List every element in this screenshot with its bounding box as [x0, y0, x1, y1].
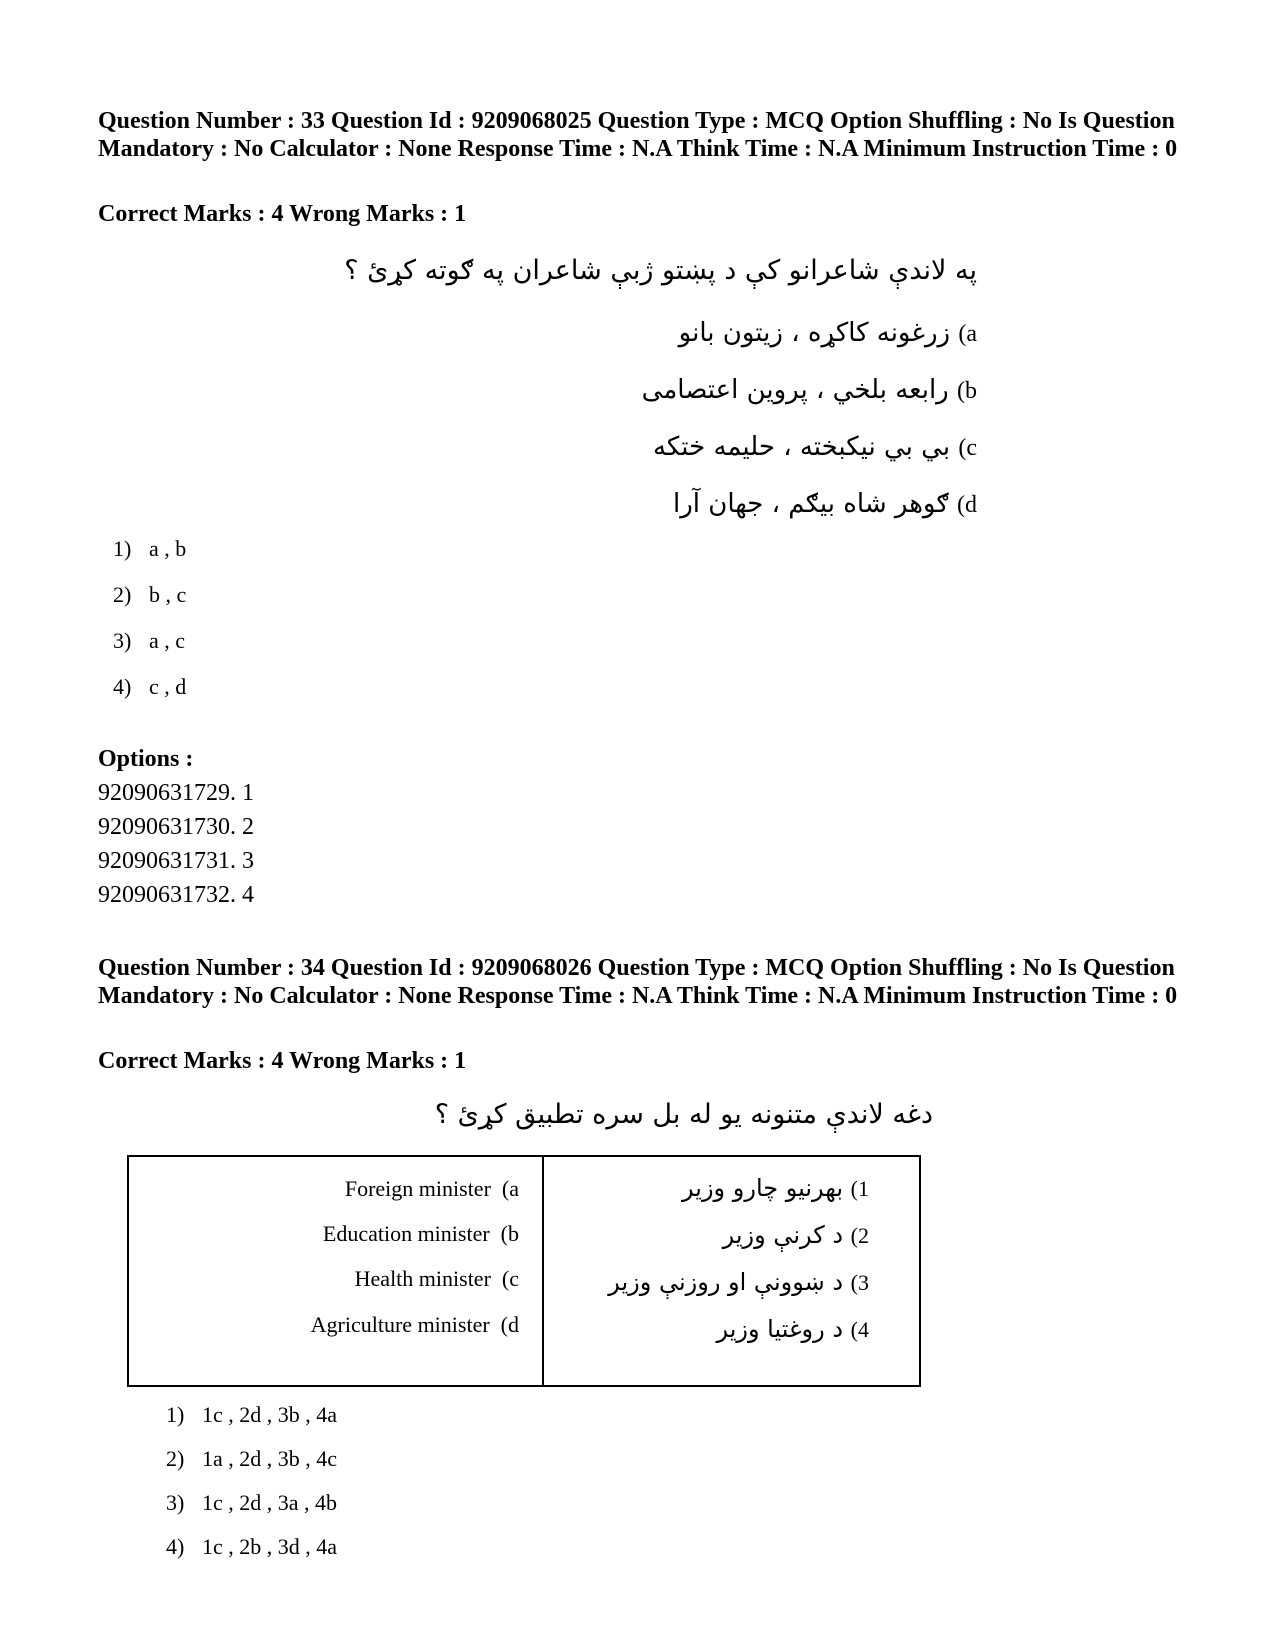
answer-number: 2)	[166, 1446, 185, 1471]
match-right-label: 4)	[850, 1317, 869, 1342]
answer-number: 4)	[113, 674, 132, 699]
answer-number: 1)	[166, 1402, 185, 1427]
question-33-option-4: 92090631732. 4	[98, 882, 254, 908]
question-34-marks: Correct Marks : 4 Wrong Marks : 1	[98, 1048, 467, 1074]
item-label: c)	[958, 435, 977, 461]
answer-text: 1c , 2b , 3d , 4a	[202, 1534, 338, 1559]
answer-text: a , c	[149, 628, 186, 653]
answer-text: 1c , 2d , 3a , 4b	[202, 1490, 338, 1515]
item-label: d)	[957, 492, 977, 518]
item-label: a)	[958, 321, 977, 347]
match-left-label: (c	[501, 1266, 519, 1291]
question-34-answer-4	[166, 1534, 337, 1560]
question-33-item-d	[673, 487, 977, 522]
question-33-item-c	[653, 430, 977, 465]
match-right-text: د روغتیا وزیر	[716, 1315, 844, 1343]
question-33-options-heading: Options :	[98, 746, 194, 772]
table-divider	[542, 1157, 544, 1385]
question-33-meta: Question Number : 33 Question Id : 9209068025 Question Type : MCQ Option Shuffling : No Is Question Mandatory : No Calculator : None Response Time : N.A Think Time : N.A Minimum Instruction Time : 0	[98, 108, 1178, 162]
answer-text: c , d	[149, 674, 187, 699]
question-34-meta: Question Number : 34 Question Id : 9209068026 Question Type : MCQ Option Shuffling : No Is Question Mandatory : No Calculator : None Response Time : N.A Think Time : N.A Minimum Instruction Time : 0	[98, 955, 1178, 1009]
match-right-3	[608, 1267, 869, 1298]
question-33-answer-1	[113, 536, 186, 562]
match-left-text: Health minister	[354, 1266, 491, 1291]
answer-text: a , b	[149, 536, 187, 561]
match-left-a	[345, 1176, 519, 1202]
match-right-text: د کرنې وزیر	[722, 1221, 844, 1249]
item-text: ګوهر شاه بیګم ، جهان آرا	[673, 489, 949, 519]
item-label: b)	[957, 378, 977, 404]
match-left-d	[311, 1312, 519, 1338]
question-34-answer-2	[166, 1446, 337, 1472]
match-left-text: Education minister	[322, 1221, 490, 1246]
answer-number: 3)	[166, 1490, 185, 1515]
question-33-option-2: 92090631730. 2	[98, 814, 254, 840]
question-33-marks: Correct Marks : 4 Wrong Marks : 1	[98, 201, 467, 227]
match-left-text: Foreign minister	[344, 1176, 491, 1201]
match-left-text: Agriculture minister	[310, 1312, 490, 1337]
match-left-label: (b	[500, 1221, 519, 1246]
match-right-label: 1)	[850, 1176, 869, 1201]
match-left-b	[323, 1221, 519, 1247]
question-34-answer-1	[166, 1402, 337, 1428]
item-text: رابعه بلخي ، پروین اعتصامی	[641, 375, 949, 405]
match-table	[127, 1155, 921, 1387]
question-34-answer-3	[166, 1490, 337, 1516]
item-text: زرغونه کاکړه ، زیتون بانو	[678, 318, 951, 348]
question-33-option-1: 92090631729. 1	[98, 780, 254, 806]
match-left-label: (d	[500, 1312, 519, 1337]
question-33-option-3: 92090631731. 3	[98, 848, 254, 874]
match-right-text: بهرنیو چارو وزیر	[682, 1174, 844, 1202]
answer-number: 3)	[113, 628, 132, 653]
match-right-label: 2)	[850, 1223, 869, 1248]
answer-number: 2)	[113, 582, 132, 607]
question-33-stem: په لاندې شاعرانو کې د پښتو ژبې شاعران په ګوته کړئ ؟	[344, 255, 977, 286]
question-33-answer-3	[113, 628, 185, 654]
match-left-c	[355, 1266, 519, 1292]
answer-text: 1c , 2d , 3b , 4a	[202, 1402, 338, 1427]
question-33-item-a	[679, 316, 977, 351]
match-right-4	[716, 1314, 869, 1345]
question-33-answer-2	[113, 582, 186, 608]
question-33-item-b	[642, 373, 977, 408]
answer-number: 4)	[166, 1534, 185, 1559]
question-33-answer-4	[113, 674, 186, 700]
answer-number: 1)	[113, 536, 132, 561]
match-right-1	[682, 1173, 869, 1204]
answer-text: b , c	[149, 582, 187, 607]
item-text: بي بي نیکبخته ، حلیمه ختکه	[652, 432, 951, 462]
match-right-label: 3)	[850, 1270, 869, 1295]
match-right-text: د ښوونې او روزنې وزیر	[608, 1268, 844, 1296]
match-right-2	[723, 1220, 869, 1251]
answer-text: 1a , 2d , 3b , 4c	[202, 1446, 338, 1471]
question-34-stem: دغه لاندې متنونه یو له بل سره تطبیق کړئ ؟	[434, 1099, 933, 1130]
match-left-label: (a	[501, 1176, 519, 1201]
